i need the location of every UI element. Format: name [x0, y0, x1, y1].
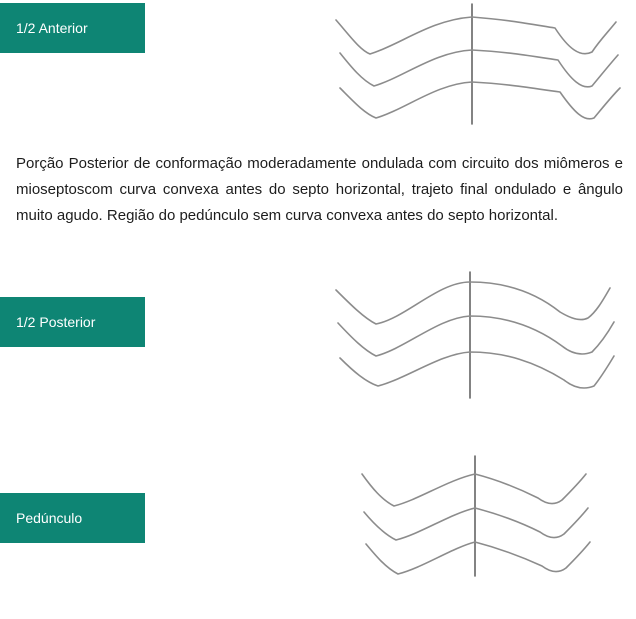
myomere-curve-1 — [362, 474, 586, 506]
myomere-sketch-anterior — [330, 0, 620, 130]
section-label-posterior-text: 1/2 Posterior — [16, 314, 96, 330]
section-label-anterior — [0, 3, 145, 53]
myomere-curve-2 — [338, 316, 614, 356]
myomere-curve-2 — [364, 508, 588, 540]
myomere-sketch-posterior — [330, 268, 620, 403]
myomere-curve-1 — [336, 282, 610, 324]
section-label-peduncle-text: Pedúnculo — [16, 510, 83, 526]
section-label-peduncle — [0, 493, 145, 543]
section-label-posterior — [0, 297, 145, 347]
myomere-sketch-peduncle — [358, 452, 593, 582]
myomere-curve-3 — [366, 542, 590, 574]
myomere-curve-3 — [340, 352, 614, 388]
description-paragraph: Porção Posterior de conformação moderadamente ondulada com circuito dos miômeros e mioseptoscom curva convexa antes do septo horizontal, trajeto final ondulado e ângulo muito agudo. Região do pedúnculo sem curva convexa antes do septo horizontal. — [16, 155, 623, 224]
myomere-curve-3 — [340, 82, 620, 119]
myomere-curve-1 — [336, 17, 616, 54]
section-label-anterior-text: 1/2 Anterior — [16, 20, 88, 36]
myomere-curve-2 — [340, 50, 618, 87]
